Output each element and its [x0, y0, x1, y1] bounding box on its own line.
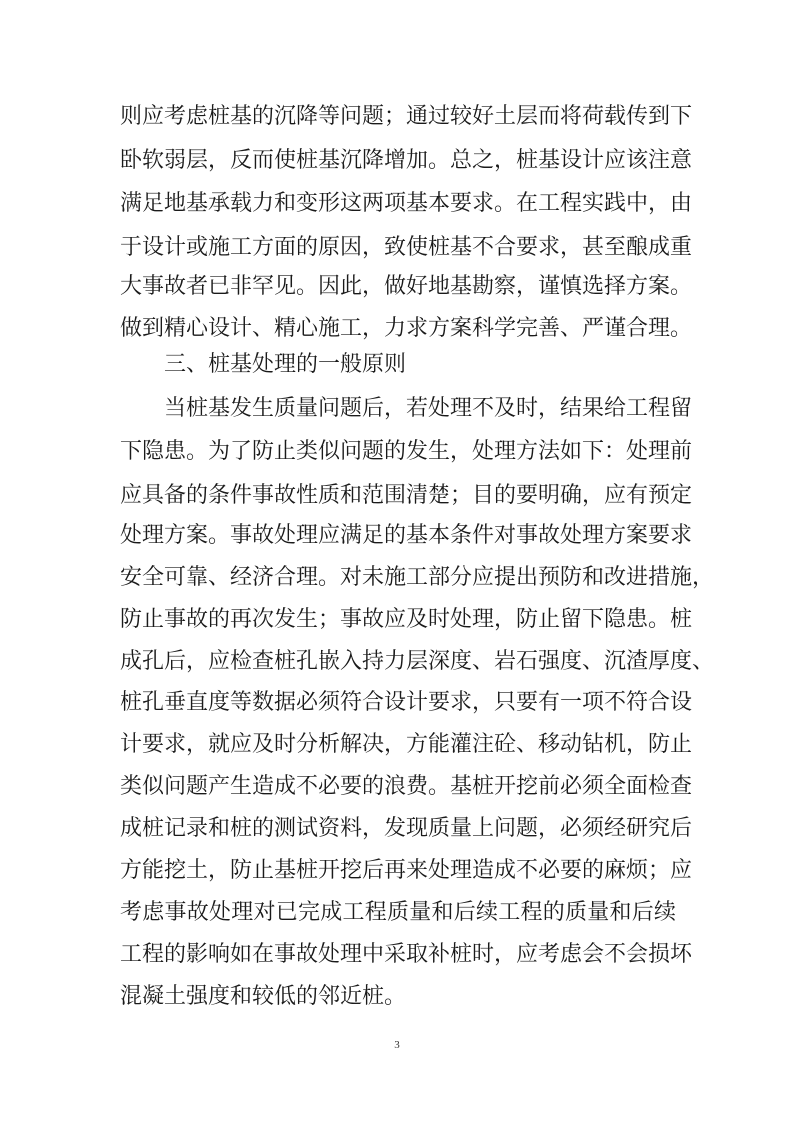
- text-line: 类似问题产生造成不必要的浪费。基桩开挖前必须全面检查: [120, 774, 693, 799]
- text-line: 大事故者已非罕见。因此，做好地基勘察，谨慎选择方案。: [120, 274, 693, 299]
- text-line: 考虑事故处理对已完成工程质量和后续工程的质量和后续: [120, 900, 676, 925]
- text-line: 方能挖土，防止基桩开挖后再来处理造成不必要的麻烦；应: [120, 858, 693, 883]
- section-heading: 三、桩基处理的一般原则: [164, 352, 407, 377]
- text-line: 下隐患。为了防止类似问题的发生，处理方法如下：处理前: [120, 439, 693, 464]
- text-line: 应具备的条件事故性质和范围清楚；目的要明确，应有预定: [120, 483, 693, 508]
- text-line: 桩孔垂直度等数据必须符合设计要求，只要有一项不符合设: [120, 690, 693, 715]
- text-line: 安全可靠、经济合理。对未施工部分应提出预防和改进措施，: [120, 565, 715, 590]
- text-line: 卧软弱层，反而使桩基沉降增加。总之，桩基设计应该注意: [120, 148, 693, 173]
- text-line: 则应考虑桩基的沉降等问题；通过较好土层而将荷载传到下: [120, 104, 693, 129]
- text-line: 做到精心设计、精心施工，力求方案科学完善、严谨合理。: [120, 316, 693, 341]
- text-line: 处理方案。事故处理应满足的基本条件对事故处理方案要求: [120, 523, 693, 548]
- text-line: 成孔后，应检查桩孔嵌入持力层深度、岩石强度、沉渣厚度、: [120, 649, 715, 674]
- text-line: 计要求，就应及时分析解决，方能灌注砼、移动钻机，防止: [120, 732, 693, 757]
- text-line: 当桩基发生质量问题后，若处理不及时，结果给工程留: [164, 396, 693, 421]
- text-line: 混凝土强度和较低的邻近桩。: [120, 984, 407, 1009]
- text-line: 工程的影响如在事故处理中采取补桩时，应考虑会不会损坏: [120, 942, 693, 967]
- page-number: 3: [394, 1039, 400, 1051]
- text-line: 成桩记录和桩的测试资料，发现质量上问题，必须经研究后: [120, 816, 693, 841]
- text-line: 防止事故的再次发生；事故应及时处理，防止留下隐患。桩: [120, 607, 693, 632]
- text-line: 满足地基承载力和变形这两项基本要求。在工程实践中，由: [120, 191, 693, 216]
- text-line: 于设计或施工方面的原因，致使桩基不合要求，甚至酿成重: [120, 235, 693, 260]
